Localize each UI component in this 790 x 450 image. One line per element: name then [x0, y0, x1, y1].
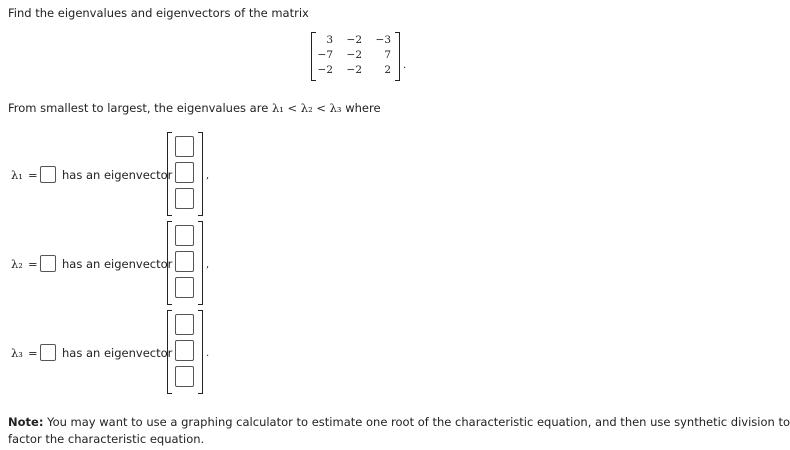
lambda-1-text: has an eigenvector [62, 168, 173, 182]
eigenvector-1-entry-2[interactable] [175, 162, 194, 183]
eigenvector-1-entry-1[interactable] [175, 136, 194, 157]
lambda-3-equals: = [28, 346, 38, 360]
order-relation: λ₁ < λ₂ < λ₃ [271, 101, 342, 115]
lambda-3-text: has an eigenvector [62, 346, 173, 360]
eigenvector-3-entry-3[interactable] [175, 366, 194, 387]
eigenvector-1-punct: , [206, 170, 210, 181]
note-line-1 [8, 415, 790, 429]
matrix-trailing-period: . [403, 60, 407, 71]
lambda-2-equals: = [28, 257, 38, 271]
eigenvector-3-entry-2[interactable] [175, 340, 194, 361]
eigenvector-1 [167, 132, 203, 216]
matrix-right-bracket [395, 32, 400, 81]
matrix-cell: −2 [346, 64, 362, 76]
eigenvector-3-punct: . [206, 348, 210, 359]
matrix [311, 30, 400, 80]
matrix-cell: −3 [375, 34, 391, 46]
eigenvalue-order-sentence [8, 97, 381, 116]
matrix-cell: −2 [346, 49, 362, 61]
lambda-2-label: λ₂ [11, 257, 23, 271]
lambda-1-label: λ₁ [11, 168, 23, 182]
question-prompt: Find the eigenvalues and eigenvectors of the matrix [8, 6, 309, 20]
eigenvector-3 [167, 310, 203, 394]
note-text-1: You may want to use a graphing calculator to estimate one root of the characteristic equation, and then use synthetic division to [43, 415, 790, 429]
matrix-cell: −7 [317, 49, 333, 61]
eigenvector-2-right-bracket [198, 221, 203, 305]
eigenvector-2-punct: , [206, 259, 210, 270]
order-prefix: From smallest to largest, the eigenvalues are [8, 101, 272, 115]
matrix-cell: 3 [326, 34, 333, 46]
eigenvector-3-right-bracket [198, 310, 203, 394]
eigenvector-2 [167, 221, 203, 305]
eigenvector-1-left-bracket [167, 132, 172, 216]
eigenvector-2-entry-1[interactable] [175, 225, 194, 246]
eigenvector-2-left-bracket [167, 221, 172, 305]
matrix-cell: 2 [384, 64, 391, 76]
eigenvector-1-entry-3[interactable] [175, 188, 194, 209]
order-suffix: where [341, 101, 381, 115]
eigenvector-2-entry-2[interactable] [175, 251, 194, 272]
lambda-1-equals: = [28, 168, 38, 182]
matrix-cell: −2 [317, 64, 333, 76]
eigenvector-3-left-bracket [167, 310, 172, 394]
eigenvector-2-entry-3[interactable] [175, 277, 194, 298]
lambda-3-input[interactable] [40, 344, 56, 361]
eigenvector-3-entry-1[interactable] [175, 314, 194, 335]
note-label: Note: [8, 415, 44, 429]
matrix-cell: −2 [346, 34, 362, 46]
lambda-2-text: has an eigenvector [62, 257, 173, 271]
eigenvector-1-right-bracket [198, 132, 203, 216]
note-text-2: factor the characteristic equation. [8, 432, 205, 446]
matrix-cell: 7 [384, 49, 391, 61]
lambda-1-input[interactable] [40, 166, 56, 183]
lambda-3-label: λ₃ [11, 346, 23, 360]
lambda-2-input[interactable] [40, 255, 56, 272]
